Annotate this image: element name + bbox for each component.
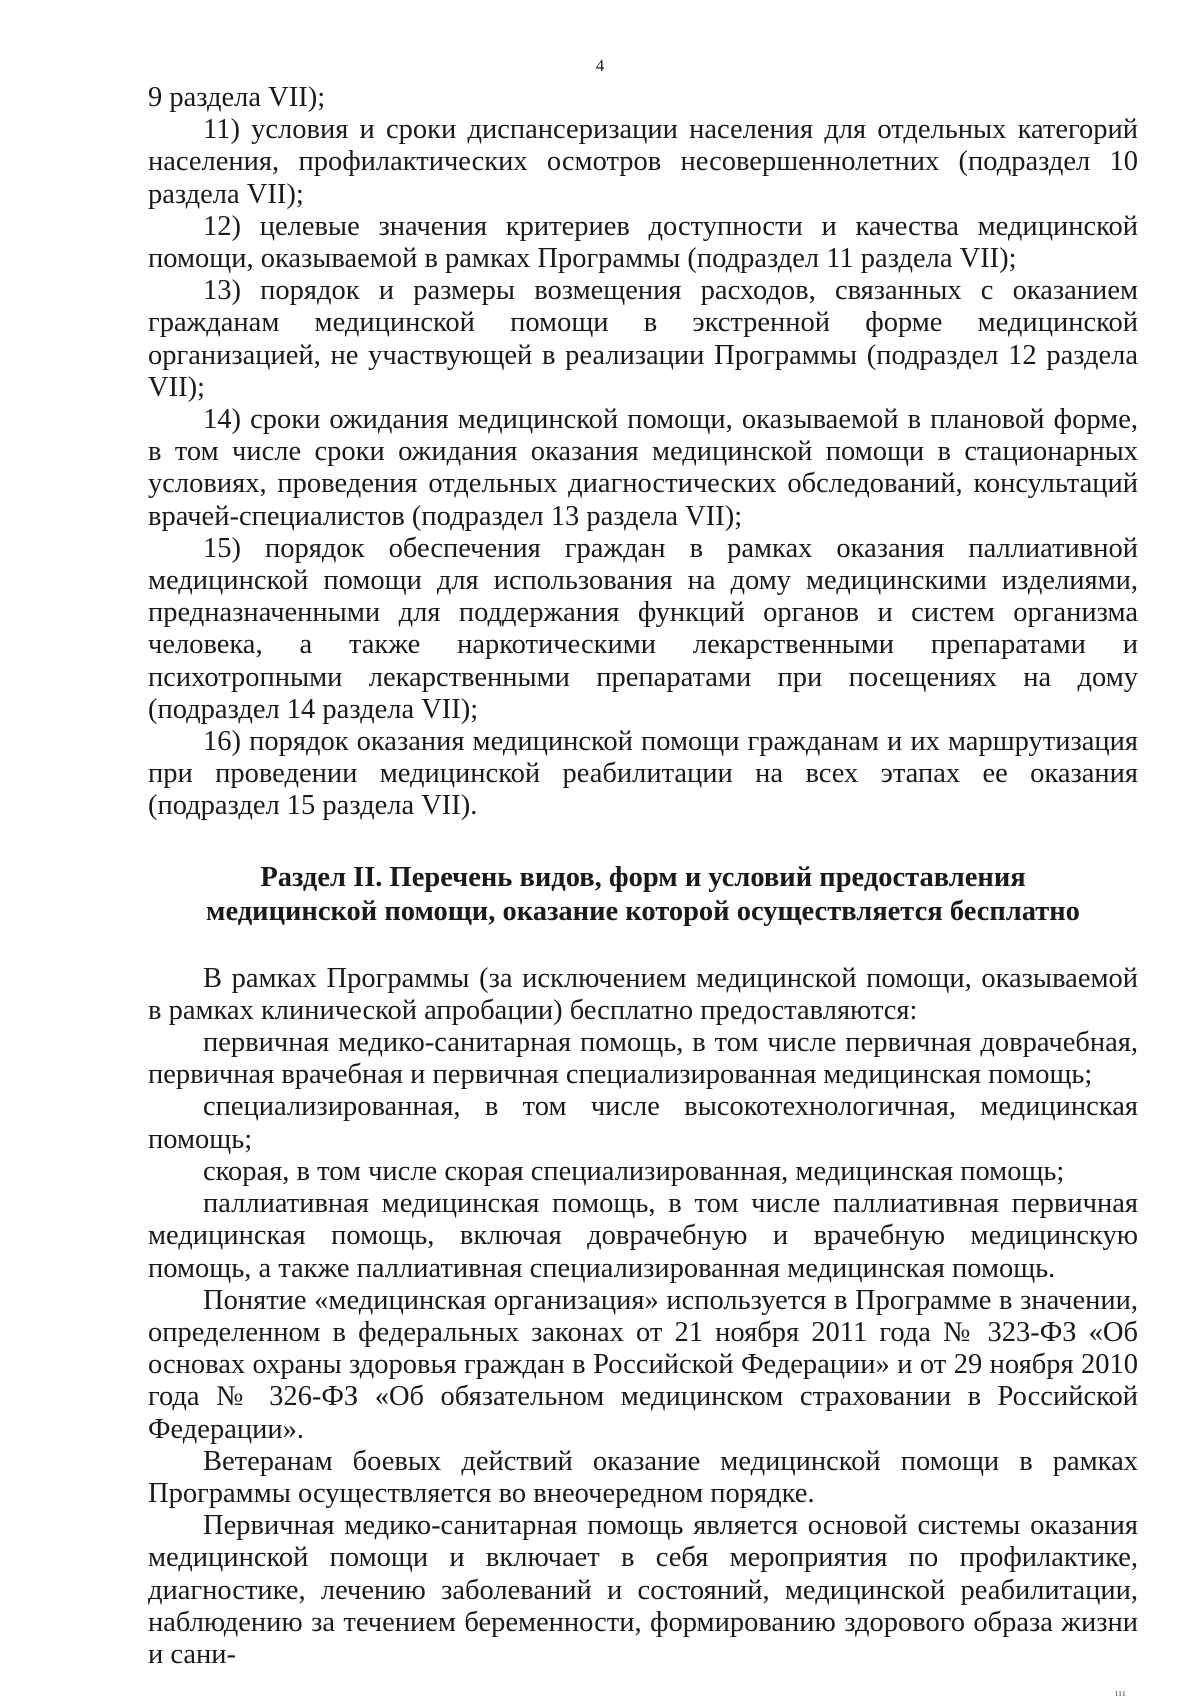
paragraph-item-14: 14) сроки ожидания медицинской помощи, оказываемой в плановой форме, в том числе сроки ожидания оказания медицинской помощи в стационарных условиях, проведения отдельных диагностических обследований, консультаций врачей-специалистов (подраздел 13 раздела VII);	[148, 404, 1138, 532]
document-body	[148, 82, 1138, 1671]
paragraph-item-16: 16) порядок оказания медицинской помощи гражданам и их маршрутизация при проведении медицинской реабилитации на всех этапах ее оказания (подраздел 15 раздела VII).	[148, 726, 1138, 822]
paragraph-item-13: 13) порядок и размеры возмещения расходов, связанных с оказанием гражданам медицинской помощи в экстренной форме медицинской организацией, не участвующей в реализации Программы (подраздел 12 раздела VII);	[148, 275, 1138, 403]
section-heading	[148, 861, 1138, 929]
paragraph-palliative-care: паллиативная медицинская помощь, в том числе паллиативная первичная медицинская помощь, включая доврачебную и врачебную медицинскую помощь, а также паллиативная специализированная медицинская помощь.	[148, 1188, 1138, 1284]
paragraph-veterans: Ветеранам боевых действий оказание медицинской помощи в рамках Программы осуществляется во внеочередном порядке.	[148, 1445, 1138, 1509]
paragraph-item-12: 12) целевые значения критериев доступности и качества медицинской помощи, оказываемой в рамках Программы (подраздел 11 раздела VII);	[148, 210, 1138, 275]
paragraph-program-scope: В рамках Программы (за исключением медицинской помощи, оказываемой в рамках клинической апробации) бесплатно предоставляются:	[148, 962, 1138, 1026]
paragraph-primary-care-basis: Первичная медико-санитарная помощь является основой системы оказания медицинской помощи и включает в себя мероприятия по профилактике, диагностике, лечению заболеваний и состояний, медицинской реабилитации, наблюдению за течением беременности, формированию здорового образа жизни и сани-	[148, 1510, 1138, 1670]
paragraph-continuation: 9 раздела VII);	[148, 82, 326, 113]
paragraph-medical-organization: Понятие «медицинская организация» используется в Программе в значении, определенном в федеральных законах от 21 ноября 2011 года № 323-ФЗ «Об основах охраны здоровья граждан в Российской Федерации» и от 29 ноября 2010 года № 326-ФЗ «Об обязательном медицинском страховании в Российской Федерации».	[148, 1284, 1138, 1445]
paragraph-specialized-care: специализированная, в том числе высокотехнологичная, медицинская помощь;	[148, 1091, 1138, 1155]
section-heading-line-2: медицинской помощи, оказание которой осуществляется бесплатно	[206, 895, 1080, 927]
paragraph-item-15: 15) порядок обеспечения граждан в рамках оказания паллиативной медицинской помощи для использования на дому медицинскими изделиями, предназначенными для поддержания функций органов и систем организма человека, а также наркотическими лекарственными препаратами и психотропными лекарственными препаратами при посещениях на дому (подраздел 14 раздела VII);	[148, 532, 1138, 725]
page-number: 4	[595, 56, 605, 75]
paragraph-emergency-care: скорая, в том числе скорая специализированная, медицинская помощь;	[203, 1155, 1065, 1187]
paragraph-item-11: 11) условия и сроки диспансеризации населения для отдельных категорий населения, профилактических осмотров несовершеннолетних (подраздел 10 раздела VII);	[148, 114, 1138, 210]
scan-artifact-mark: ııı	[1115, 1688, 1127, 1699]
section-heading-line-1: Раздел II. Перечень видов, форм и условий предоставления	[260, 861, 1026, 893]
paragraph-primary-care: первичная медико-санитарная помощь, в том числе первичная доврачебная, первичная врачебная и первичная специализированная медицинская помощь;	[148, 1027, 1138, 1091]
